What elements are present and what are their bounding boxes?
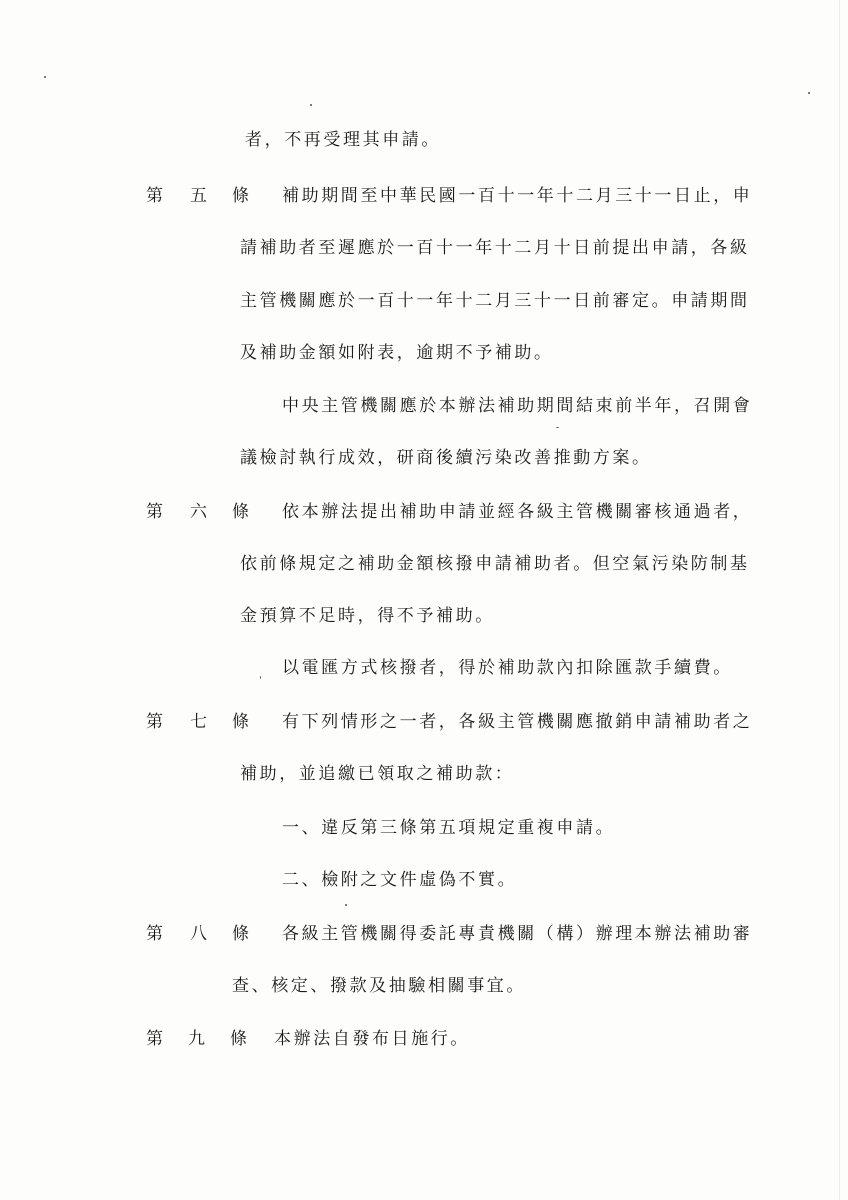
scan-speck xyxy=(808,92,810,94)
article-6-line: 金預算不足時，得不予補助。 xyxy=(240,606,495,626)
label-char: 第 xyxy=(146,186,163,206)
scan-speck xyxy=(44,76,46,78)
scan-speck xyxy=(310,104,312,106)
scan-speck xyxy=(260,676,261,679)
label-char: 條 xyxy=(232,186,249,206)
label-char: 條 xyxy=(232,502,249,522)
label-char: 第 xyxy=(146,924,163,944)
article-7-item: 一、違反第三條第五項規定重複申請。 xyxy=(282,818,616,838)
article-5-line: 請補助者至遲應於一百十一年十二月十日前提出申請，各級 xyxy=(240,238,750,258)
label-char: 第 xyxy=(146,712,163,732)
label-char: 第 xyxy=(146,1029,163,1049)
label-char: 九 xyxy=(188,1029,205,1049)
label-char: 六 xyxy=(190,502,207,522)
article-6-line: 依本辦法提出補助申請並經各級主管機關審核通過者， xyxy=(282,502,753,522)
article-5-line: 中央主管機關應於本辦法補助期間結束前半年，召開會 xyxy=(282,396,753,416)
label-char: 條 xyxy=(230,1029,247,1049)
label-char: 五 xyxy=(190,186,207,206)
scan-edge-line xyxy=(839,0,840,1200)
label-char: 七 xyxy=(190,712,207,732)
label-char: 條 xyxy=(232,924,249,944)
article-9-line: 本辦法自發布日施行。 xyxy=(274,1029,470,1049)
article-7-line: 補助，並追繳已領取之補助款： xyxy=(240,764,515,784)
scan-speck xyxy=(556,427,559,428)
article-7-item: 二、檢附之文件虛偽不實。 xyxy=(282,870,518,890)
label-char: 第 xyxy=(146,502,163,522)
article-8-line: 查、核定、撥款及抽驗相關事宜。 xyxy=(232,976,526,996)
article-8-line: 各級主管機關得委託專責機關（構）辦理本辦法補助審 xyxy=(282,924,753,944)
article-5-line: 補助期間至中華民國一百十一年十二月三十一日止，申 xyxy=(282,186,753,206)
label-char: 條 xyxy=(232,712,249,732)
scan-speck xyxy=(345,904,347,906)
article-6-line: 以電匯方式核撥者，得於補助款內扣除匯款手續費。 xyxy=(282,658,733,678)
article-continued-line: 者，不再受理其申請。 xyxy=(245,130,441,150)
label-char: 八 xyxy=(190,924,207,944)
article-5-line: 主管機關應於一百十一年十二月三十一日前審定。申請期間 xyxy=(240,291,750,311)
article-5-line: 議檢討執行成效，研商後續污染改善推動方案。 xyxy=(240,448,652,468)
article-7-line: 有下列情形之一者，各級主管機關應撤銷申請補助者之 xyxy=(282,712,753,732)
article-5-line: 及補助金額如附表，逾期不予補助。 xyxy=(240,343,554,363)
article-6-line: 依前條規定之補助金額核撥申請補助者。但空氣污染防制基 xyxy=(240,554,750,574)
